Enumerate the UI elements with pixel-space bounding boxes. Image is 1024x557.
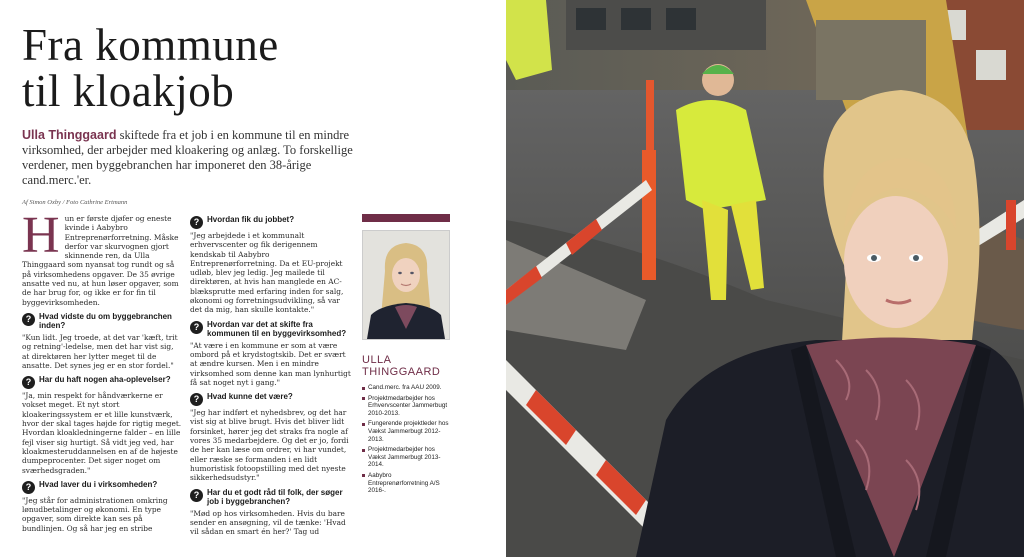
question-5 [190,320,352,339]
answer-4: "Jeg arbejdede i et kommunalt erhvervscenter og fik derigennem kendskab til Aabybro Entreprenørforretning. Da et EU-projekt udløb, blev jeg ledig. Jeg mailede til direktøren, at hvis han manglede en AC-blæksprutte med erfaring inden for salg, økonomi og forretningsudvikling, så var det da mig, han skulle kontakte." [190,231,344,315]
intro-paragraph [22,207,182,307]
byline: Af Simon Oxby / Foto Cathrine Ertmann [22,199,128,206]
fact-item: Projektmedarbejder hos Erhvervscenter Jammerbugt 2010-2013. [362,395,450,418]
question-6 [190,392,352,406]
question-icon: ? [190,393,203,406]
portrait-photo [362,230,450,340]
question-text: Hvordan fik du jobbet? [207,215,295,224]
sidebar-facts [362,384,450,495]
left-page [0,0,506,557]
question-7 [190,488,352,507]
lead-text: skiftede fra et job i en kommune til en mindre virksomhed, der arbejder med kloakering og anlæg. To forskellige verdener, men byggebranchen har imponeret den 38-årige cand.merc.'er. [22,128,353,187]
intro-text: un er første djøfer og eneste kvinde i Aabybro Entreprenørforretning. Måske derfor var skurvognen gjort skinnende ren, da Ulla Thinggaard som nyansat tog rundt og så på virksomhedens opgaver. De 35 øvrige ansatte ved nu, at hun løser opgaver, som de har brug for, og ikke er for fin til byggevirksomheden. [22,214,179,307]
fact-item: Aabybro Entreprenørforretning A/S 2016-. [362,472,450,495]
answer-7: "Mød op hos virksomheden. Hvis du bare sender en ansøgning, vil de tænke: 'Hvad vil sådan en smart én her?' Tag ud [190,508,346,537]
right-page-photo [506,0,1024,557]
question-icon: ? [22,376,35,389]
question-icon: ? [22,313,35,326]
question-text: Har du et godt råd til folk, der søger job i byggebranchen? [207,487,343,507]
question-1 [22,312,182,331]
question-icon: ? [190,321,203,334]
fact-item: Fungerende projektleder hos Vækst Jammerbugt 2012-2013. [362,420,450,443]
lead-name: Ulla Thinggaard [22,128,117,142]
question-text: Har du haft nogen aha-oplevelser? [39,375,171,385]
article-lead [22,128,362,188]
fact-item: Cand.merc. fra AAU 2009. [362,384,450,392]
column-1 [22,207,182,537]
answer-1: "Kun lidt. Jeg troede, at det var 'kæft, trit og retning'-ledelse, men det har vist sig, at direktøren her lytter meget til de ansatte. Det synes jeg er en stor fordel." [22,332,178,370]
column-2 [190,215,352,540]
question-text: Hvad laver du i virksomheden? [39,479,158,489]
answer-3: "Jeg står for administrationen omkring lønudbetalinger og økonomi. En type opgaver, som direkte kan ses på bundlinjen. Og så har jeg en stribe [22,495,168,533]
construction-site-photo [506,0,1024,557]
title-line-2: til kloakjob [22,66,235,116]
title-line-1: Fra kommune [22,20,279,70]
answer-5: "At være i en kommune er som at være ombord på et krydstogtskib. Det er svært at ændre kursen. Men i en mindre virksomhed som denne kan man lynhurtigt få sat noget nyt i gang." [190,340,351,387]
article-title [22,22,279,114]
profile-sidebar [362,214,450,498]
question-icon: ? [190,216,203,229]
sidebar-name: ULLA THINGGAARD [362,354,441,378]
answer-6: "Jeg har indført et nyhedsbrev, og det har vist sig at blive brugt. Hvis det bliver lidt forsinket, hører jeg det straks fra nogle af vores 35 medarbejdere. Og det er jo, fordi de her kan læse om ordrer, vi har vundet, eller ræske se formanden i en lidt humoristisk fotoopstilling med det nyeste sikkerhedsudstyr." [190,408,349,483]
question-text: Hvad kunne det være? [207,392,293,402]
fact-item: Projektmedarbejder hos Vækst Jammerbugt 2013-2014. [362,446,450,469]
question-3 [22,480,182,494]
question-4 [190,215,352,229]
question-icon: ? [190,489,203,502]
answer-2: "Ja, min respekt for håndværkerne er vokset meget. Et nyt stort kloakeringssystem er et lille kunstværk, hvor der skal tages højde for rigtig meget. Hvordan kloakledningerne falder – en lille fejl viser sig hurtigt. Så vidt jeg ved, har kloakmesteruddannelsen en af de højeste dumpeprocenter. Det siger noget om sværhedsgraden." [22,391,182,475]
question-text: Hvordan var det at skifte fra kommunen til en byggevirksomhed? [207,319,347,339]
question-icon: ? [22,481,35,494]
sidebar-accent-bar [362,214,450,222]
portrait-illustration [363,231,449,339]
question-2 [22,375,182,389]
question-text: Hvad vidste du om byggebranchen inden? [39,311,172,331]
dropcap: H [22,207,60,264]
